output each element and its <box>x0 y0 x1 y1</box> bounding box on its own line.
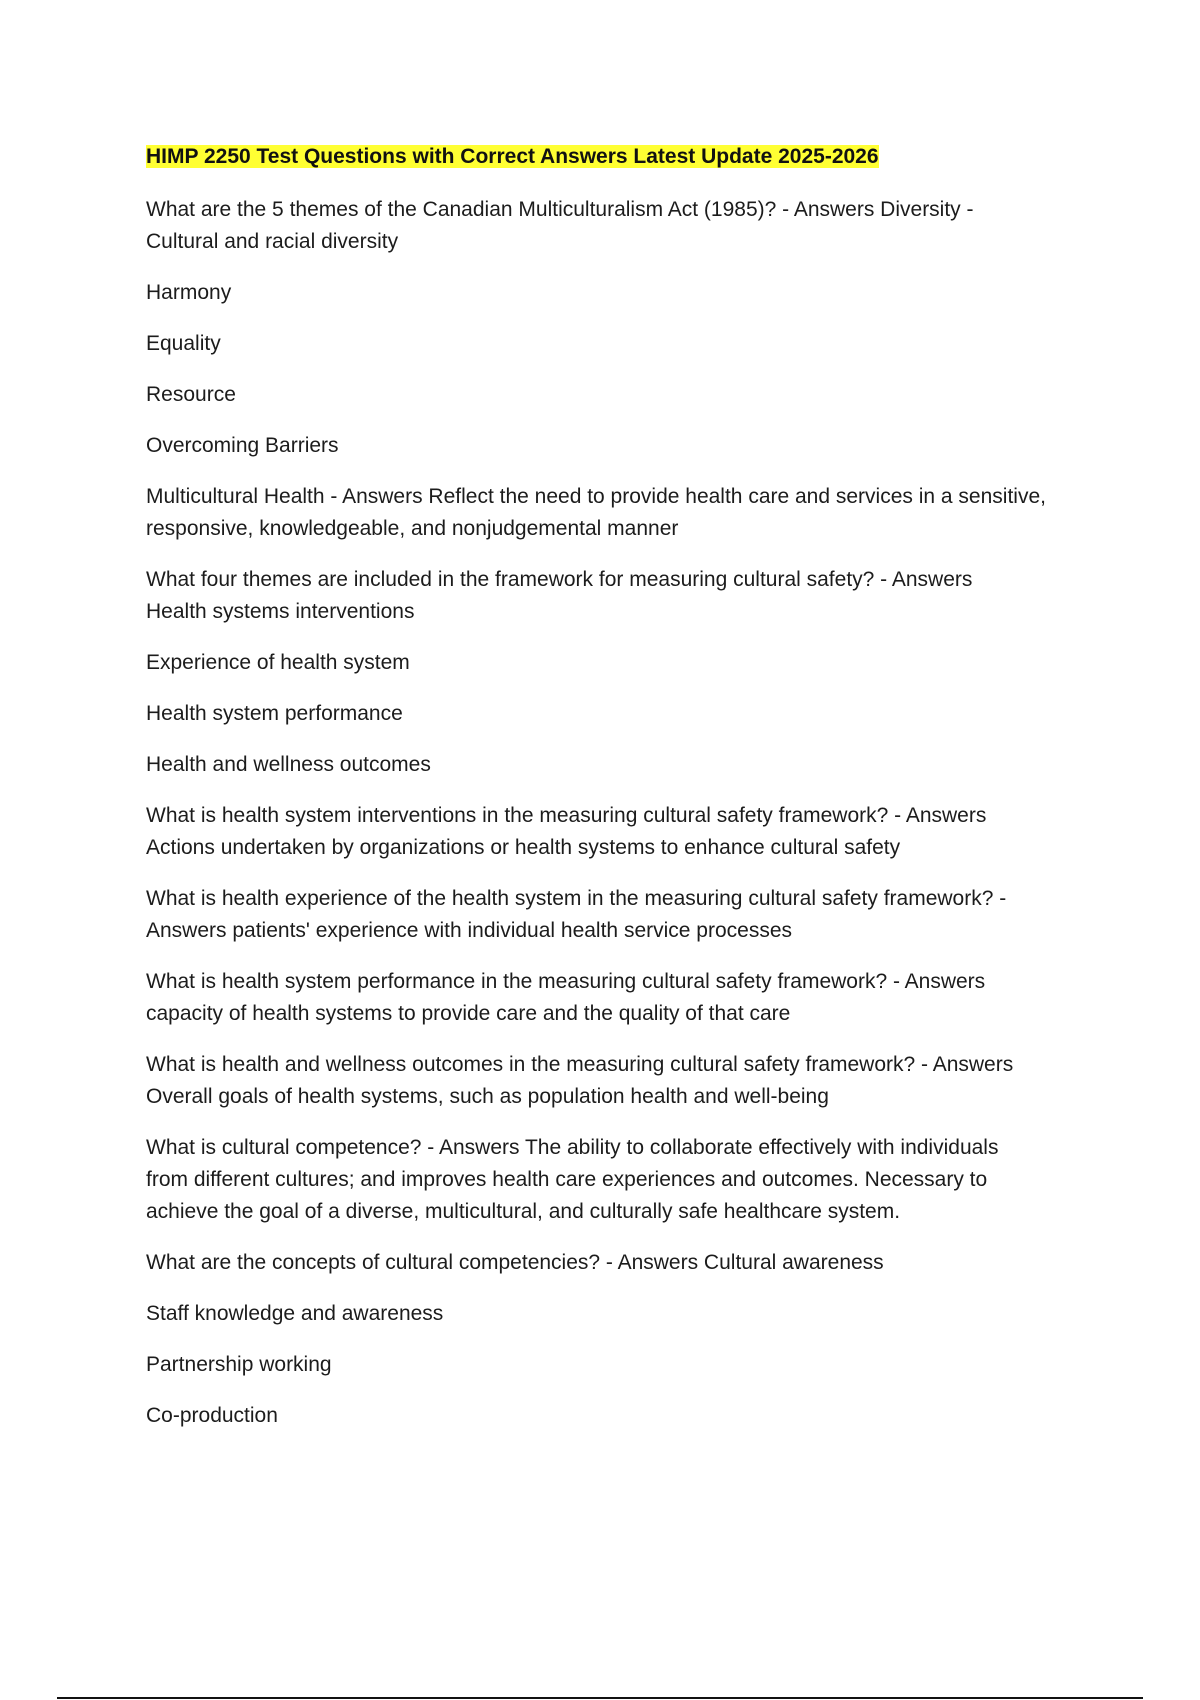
paragraph-line: Multicultural Health - Answers Reflect the need to provide health care and services in a sensitive, <box>146 485 1046 508</box>
paragraph <box>146 800 1106 864</box>
paragraph-line: from different cultures; and improves health care experiences and outcomes. Necessary to <box>146 1168 988 1191</box>
paragraph-line: What is health and wellness outcomes in the measuring cultural safety framework? - Answers <box>146 1053 1014 1076</box>
title-wrap <box>146 142 1106 174</box>
paragraph <box>146 328 1106 360</box>
paragraph <box>146 1132 1106 1228</box>
paragraph-line: What are the concepts of cultural competencies? - Answers Cultural awareness <box>146 1251 884 1274</box>
paragraph-line: What is health system performance in the measuring cultural safety framework? - Answers <box>146 970 986 993</box>
paragraph-line: Health and wellness outcomes <box>146 753 431 776</box>
paragraph-line: Co-production <box>146 1404 278 1427</box>
paragraph <box>146 966 1106 1030</box>
paragraph <box>146 749 1106 781</box>
paragraph-line: Overcoming Barriers <box>146 434 339 457</box>
paragraph-line: What is cultural competence? - Answers The ability to collaborate effectively with individuals <box>146 1136 999 1159</box>
paragraph-line: Cultural and racial diversity <box>146 230 399 253</box>
document-body <box>146 194 1106 1432</box>
paragraph <box>146 481 1106 545</box>
paragraph-line: Answers patients' experience with individual health service processes <box>146 919 793 942</box>
paragraph <box>146 194 1106 258</box>
paragraph-line: capacity of health systems to provide care and the quality of that care <box>146 1002 791 1025</box>
paragraph-line: Partnership working <box>146 1353 332 1376</box>
paragraph-line: What are the 5 themes of the Canadian Multiculturalism Act (1985)? - Answers Diversity - <box>146 198 974 221</box>
paragraph-line: Harmony <box>146 281 232 304</box>
paragraph-line: Overall goals of health systems, such as population health and well-being <box>146 1085 829 1108</box>
paragraph <box>146 647 1106 679</box>
paragraph-line: Experience of health system <box>146 651 410 674</box>
paragraph <box>146 1247 1106 1279</box>
paragraph <box>146 379 1106 411</box>
paragraph <box>146 1400 1106 1432</box>
paragraph-line: Resource <box>146 383 236 406</box>
paragraph <box>146 698 1106 730</box>
paragraph-line: What is health system interventions in the measuring cultural safety framework? - Answers <box>146 804 987 827</box>
paragraph-line: Actions undertaken by organizations or health systems to enhance cultural safety <box>146 836 901 859</box>
paragraph-line: achieve the goal of a diverse, multicultural, and culturally safe healthcare system. <box>146 1200 901 1223</box>
paragraph <box>146 1049 1106 1113</box>
paragraph-line: Health system performance <box>146 702 403 725</box>
paragraph-line: What is health experience of the health system in the measuring cultural safety framework? - <box>146 887 1007 910</box>
paragraph <box>146 277 1106 309</box>
paragraph <box>146 1298 1106 1330</box>
document-page <box>146 142 1106 1451</box>
paragraph <box>146 564 1106 628</box>
document-title: HIMP 2250 Test Questions with Correct Answers Latest Update 2025-2026 <box>146 145 879 168</box>
paragraph-line: Equality <box>146 332 221 355</box>
paragraph-line: responsive, knowledgeable, and nonjudgemental manner <box>146 517 679 540</box>
paragraph <box>146 1349 1106 1381</box>
paragraph <box>146 883 1106 947</box>
footer-rule <box>57 1697 1143 1699</box>
paragraph-line: What four themes are included in the framework for measuring cultural safety? - Answers <box>146 568 973 591</box>
paragraph-line: Health systems interventions <box>146 600 415 623</box>
paragraph-line: Staff knowledge and awareness <box>146 1302 444 1325</box>
paragraph <box>146 430 1106 462</box>
